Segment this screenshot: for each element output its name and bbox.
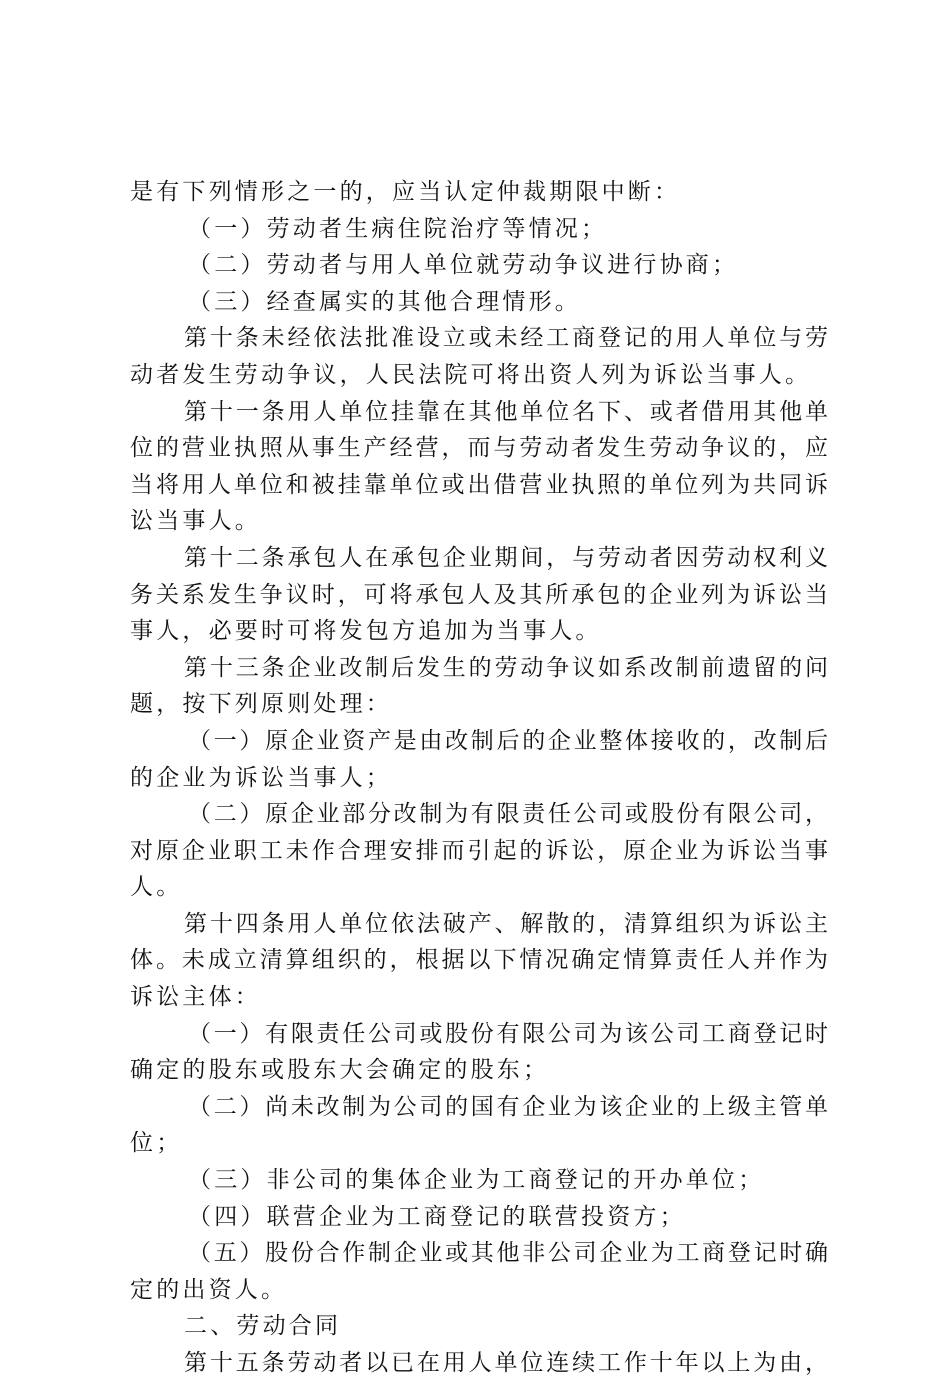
- document-body: [130, 174, 828, 1382]
- text-line: 第十二条承包人在承包企业期间，与劳动者因劳动权利义: [184, 544, 828, 571]
- text-line: （二）尚未改制为公司的国有企业为该企业的上级主管单: [188, 1093, 828, 1120]
- text-line: 定的出资人。: [130, 1276, 288, 1303]
- text-line: 第十条未经依法批准设立或未经工商登记的用人单位与劳: [184, 325, 828, 352]
- text-line: 人。: [130, 874, 183, 901]
- text-line: 诉讼主体：: [130, 984, 261, 1011]
- text-line: 对原企业职工未作合理安排而引起的诉讼，原企业为诉讼当事: [130, 837, 828, 864]
- text-line: （四）联营企业为工商登记的联营投资方；: [188, 1203, 686, 1230]
- text-line: 第十四条用人单位依法破产、解散的，清算组织为诉讼主: [184, 910, 828, 937]
- text-line: 动者发生劳动争议，人民法院可将出资人列为诉讼当事人。: [130, 361, 812, 388]
- text-line: 第十一条用人单位挂靠在其他单位名下、或者借用其他单: [184, 398, 828, 425]
- text-line: 第十三条企业改制后发生的劳动争议如系改制前遗留的问: [184, 654, 828, 681]
- text-line: 位的营业执照从事生产经营，而与劳动者发生劳动争议的，应: [130, 435, 828, 462]
- text-line: 位；: [130, 1130, 183, 1157]
- text-line: （二）原企业部分改制为有限责任公司或股份有限公司，: [188, 801, 828, 828]
- text-line: 是有下列情形之一的，应当认定仲裁期限中断：: [130, 179, 681, 205]
- text-line: （一）有限责任公司或股份有限公司为该公司工商登记时: [188, 1020, 828, 1047]
- text-line: （二）劳动者与用人单位就劳动争议进行协商；: [188, 252, 739, 279]
- text-line: 务关系发生争议时，可将承包人及其所承包的企业列为诉讼当: [130, 581, 828, 608]
- text-line: 当将用人单位和被挂靠单位或出借营业执照的单位列为共同诉: [130, 471, 828, 498]
- text-line: （一）原企业资产是由改制后的企业整体接收的，改制后: [188, 727, 828, 754]
- text-line: 题，按下列原则处理：: [130, 691, 392, 718]
- text-line: 第十五条劳动者以已在用人单位连续工作十年以上为由，: [184, 1350, 828, 1376]
- text-line: （三）经查属实的其他合理情形。: [188, 288, 581, 315]
- text-line: （一）劳动者生病住院治疗等情况；: [188, 215, 608, 242]
- text-line: 的企业为诉讼当事人；: [130, 764, 392, 791]
- text-line: 事人，必要时可将发包方追加为当事人。: [130, 618, 602, 645]
- text-line: （三）非公司的集体企业为工商登记的开办单位；: [188, 1167, 765, 1194]
- text-line: 确定的股东或股东大会确定的股东；: [130, 1057, 550, 1084]
- text-line: 体。未成立清算组织的，根据以下情况确定情算责任人并作为: [130, 947, 828, 974]
- text-line: （五）股份合作制企业或其他非公司企业为工商登记时确: [188, 1240, 828, 1267]
- text-line: 讼当事人。: [130, 508, 261, 535]
- section-heading: 二、劳动合同: [184, 1313, 342, 1340]
